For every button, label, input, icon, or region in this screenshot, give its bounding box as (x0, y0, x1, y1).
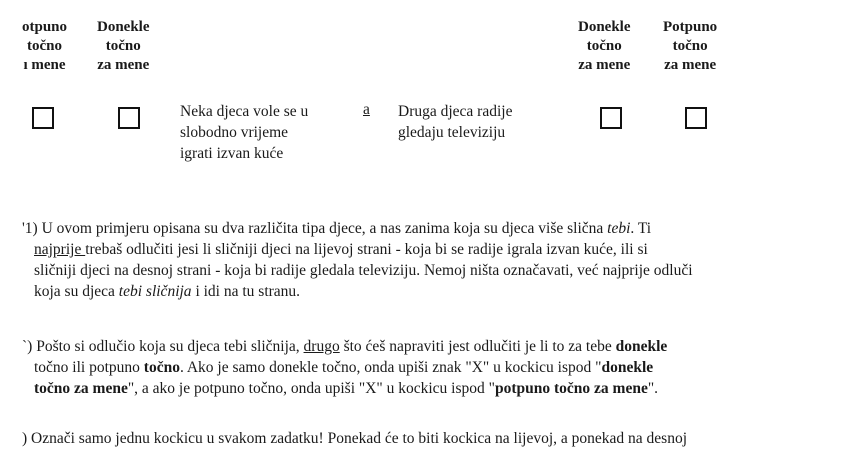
header-text: točno (672, 38, 708, 54)
paragraph-line (22, 281, 837, 302)
text-italic: tebi sličnija (118, 283, 192, 300)
text-underlined: drugo (303, 338, 340, 355)
paragraph-line (22, 218, 837, 239)
header-text: točno (586, 38, 622, 54)
text-bold: donekle (601, 359, 654, 376)
instruction-paragraph-1 (22, 218, 837, 302)
text-bold: točno za mene (34, 380, 128, 397)
text: točno ili potpuno (34, 359, 144, 376)
statement-line: gledaju televiziju (398, 124, 506, 141)
text: koja su djeca (34, 283, 119, 300)
text: . Ti (630, 220, 652, 237)
paragraph-line: sličniji djeci na desnoj strani - koja bi radije gledala televiziju. Nemoj ništa označavati, već najprije odluči (34, 262, 693, 279)
text-italic: tebi (607, 220, 631, 237)
header-left-somewhat-true (97, 18, 150, 75)
header-text: za mene (97, 57, 150, 73)
header-text: ı mene (23, 57, 66, 73)
header-text: točno (105, 38, 141, 54)
paragraph-line (22, 336, 837, 357)
header-right-somewhat-true (578, 18, 631, 75)
header-text: otpuno (22, 19, 68, 35)
header-text: za mene (578, 57, 631, 73)
text-bold: potpuno točno za mene (494, 380, 648, 397)
text: ". (647, 380, 659, 397)
statement-line: Neka djeca vole se u (180, 103, 309, 120)
checkbox-right-somewhat-true[interactable] (600, 107, 622, 129)
instruction-paragraph-2 (22, 336, 837, 399)
checkbox-left-completely-true[interactable] (32, 107, 54, 129)
statement-line: Druga djeca radije (398, 103, 513, 120)
instruction-paragraph-3 (22, 428, 837, 449)
text: '1) U ovom primjeru opisana su dva različita tipa djece, a nas zanima koja su djeca više slična (22, 220, 608, 237)
text: trebaš odlučiti jesi li sličniji djeci na lijevoj strani - koja bi se radije igrala izvan kuće, ili si (85, 241, 648, 258)
header-right-completely-true (663, 18, 717, 75)
header-text: Donekle (578, 19, 631, 35)
paragraph-line (22, 357, 837, 378)
header-text: Potpuno (663, 19, 718, 35)
header-left-completely-true (22, 18, 67, 75)
text: `) Pošto si odlučio koja su djeca tebi sličnija, (22, 338, 304, 355)
connector-word: a (363, 101, 370, 118)
paragraph-line: ) Označi samo jednu kockicu u svakom zadatku! Ponekad će to biti kockica na lijevoj, a ponekad na desnoj (22, 430, 688, 447)
paragraph-line (22, 378, 837, 399)
text-bold: donekle (615, 338, 668, 355)
statement-line: igrati izvan kuće (180, 145, 284, 162)
text-bold: točno (143, 359, 180, 376)
checkbox-right-completely-true[interactable] (685, 107, 707, 129)
text: . Ako je samo donekle točno, onda upiši znak "X" u kockicu ispod " (179, 359, 602, 376)
left-statement (180, 101, 308, 164)
checkbox-left-somewhat-true[interactable] (118, 107, 140, 129)
text-underlined: najprije (34, 241, 86, 258)
header-text: za mene (664, 57, 717, 73)
header-text: Donekle (97, 19, 150, 35)
text: i idi na tu stranu. (191, 283, 301, 300)
text: što ćeš napraviti jest odlučiti je li to za tebe (339, 338, 616, 355)
text: ", a ako je potpuno točno, onda upiši "X" u kockicu ispod " (127, 380, 495, 397)
paragraph-line (22, 239, 837, 260)
header-text: točno (27, 38, 63, 54)
right-statement (398, 101, 512, 143)
statement-line: slobodno vrijeme (180, 124, 289, 141)
